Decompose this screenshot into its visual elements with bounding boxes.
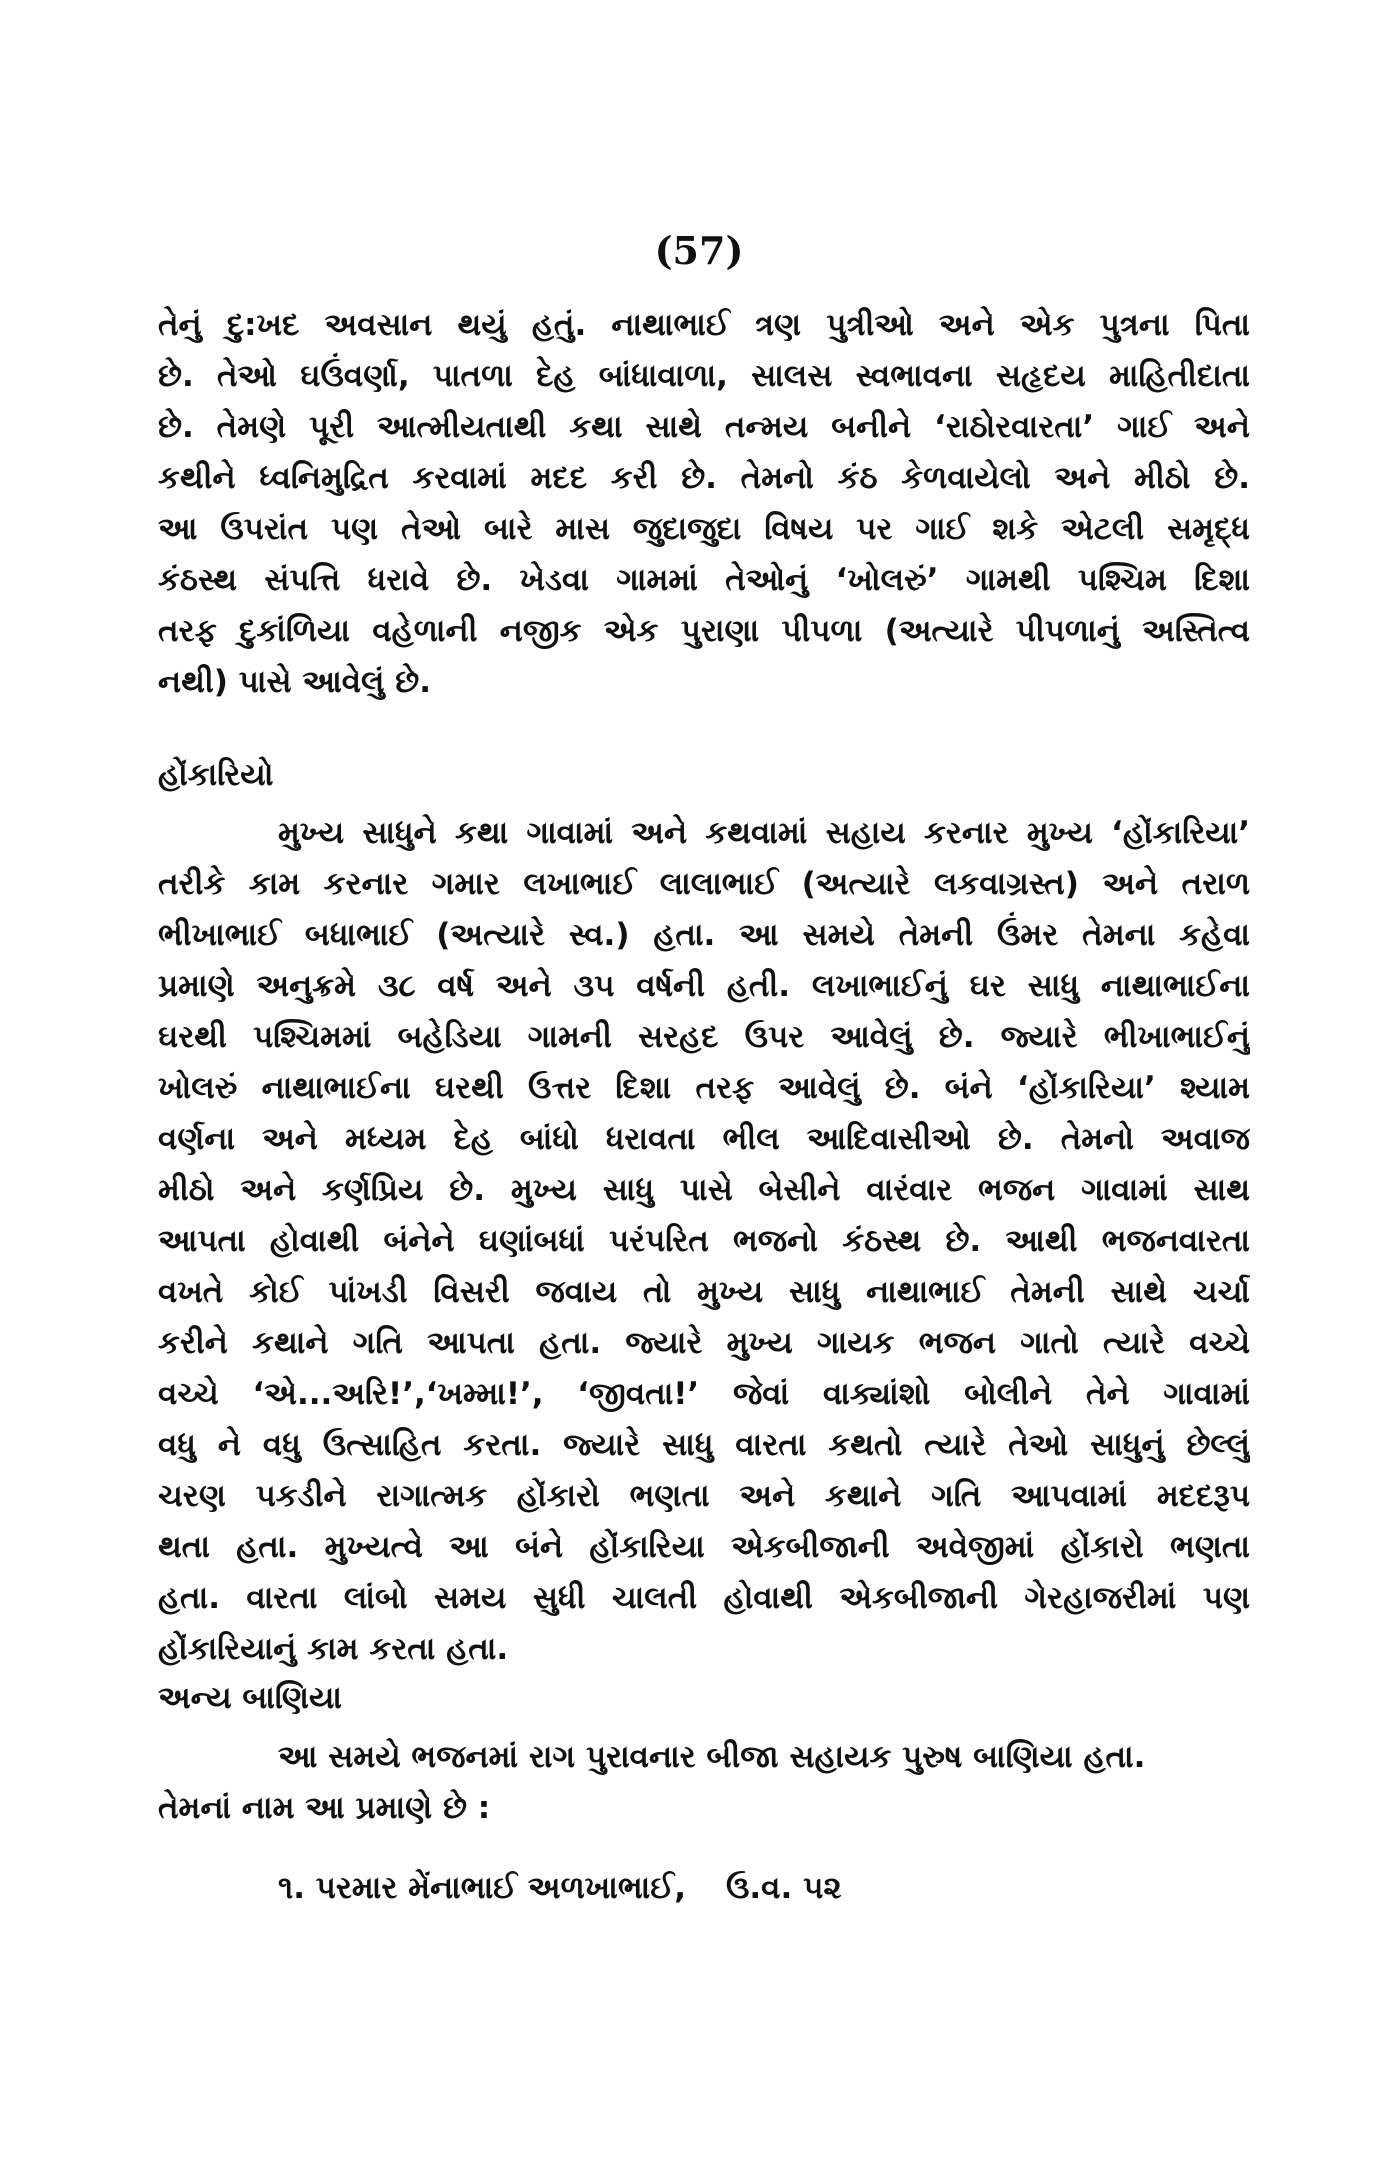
list-item (158, 1858, 1370, 1918)
text-line: હોંકારિયાનું કામ કરતા હતા. (158, 1631, 509, 1667)
list-item-age: ઉ.વ. ૫૨ (725, 1870, 842, 1906)
text-line: મીઠો અને કર્ણપ્રિય છે. મુખ્ય સાધુ પાસે બેસીને વારંવાર ભજન ગાવામાં સાથ (158, 1172, 1250, 1208)
text-line: છે. તેઓ ઘઉંવર્ણા, પાતળા દેહ બાંધાવાળા, સાલસ સ્વભાવના સહૃદય માહિતીદાતા (158, 358, 1250, 394)
text-line: વધુ ને વધુ ઉત્સાહિત કરતા. જ્યારે સાધુ વારતા કથતો ત્યારે તેઓ સાધુનું છેલ્લું (158, 1427, 1250, 1463)
page-number: (57) (654, 228, 744, 273)
section-heading-anya-baniya: અન્ય બાણિયા (158, 1680, 342, 1716)
text-line: વર્ણના અને મધ્યમ દેહ બાંધો ધરાવતા ભીલ આદિવાસીઓ છે. તેમનો અવાજ (158, 1121, 1250, 1157)
text-line: થતા હતા. મુખ્યત્વે આ બંને હોંકારિયા એકબીજાની અવેજીમાં હોંકારો ભણતા (158, 1529, 1250, 1565)
text-line: વખતે કોઈ પાંખડી વિસરી જવાય તો મુખ્ય સાધુ નાથાભાઈ તેમની સાથે ચર્ચા (158, 1274, 1250, 1310)
text-line: પ્રમાણે અનુક્રમે ૩૮ વર્ષ અને ૩૫ વર્ષની હતી. લખાભાઈનું ઘર સાધુ નાથાભાઈના (158, 968, 1250, 1004)
list-item-name: ૧. પરમાર મેંનાભાઈ અળખાભાઈ, (278, 1870, 686, 1906)
text-line: કથીને ધ્વનિમુદ્રિત કરવામાં મદદ કરી છે. તેમનો કંઠ કેળવાયેલો અને મીઠો છે. (158, 460, 1250, 496)
paragraph-other-singers (158, 1732, 1250, 1834)
paragraph-honkariya (158, 808, 1250, 1675)
text-line: હતા. વારતા લાંબો સમય સુધી ચાલતી હોવાથી એકબીજાની ગેરહાજરીમાં પણ (158, 1580, 1250, 1616)
text-line: કરીને કથાને ગતિ આપતા હતા. જ્યારે મુખ્ય ગાયક ભજન ગાતો ત્યારે વચ્ચે (158, 1325, 1250, 1361)
text-line: તેમનાં નામ આ પ્રમાણે છે : (158, 1790, 491, 1826)
text-line: વચ્ચે ‘એ...અરિ!’,‘ખમ્મા!’, ‘જીવતા!’ જેવાં વાક્યાંશો બોલીને તેને ગાવામાં (158, 1376, 1250, 1412)
text-line: આ ઉપરાંત પણ તેઓ બારે માસ જુદાજુદા વિષય પર ગાઈ શકે એટલી સમૃદ્ધ (158, 511, 1250, 547)
text-line: છે. તેમણે પૂરી આત્મીયતાથી કથા સાથે તન્મય બનીને ‘રાઠોરવારતા’ ગાઈ અને (158, 409, 1250, 445)
section-heading-honkariyo: હોંકારિયો (158, 757, 274, 793)
text-line: આપતા હોવાથી બંનેને ઘણાંબધાં પરંપરિત ભજનો કંઠસ્થ છે. આથી ભજનવારતા (158, 1223, 1250, 1259)
text-line: આ સમયે ભજનમાં રાગ પુરાવનાર બીજા સહાયક પુરુષ બાણિયા હતા. (278, 1739, 1146, 1775)
text-line: કંઠસ્થ સંપત્તિ ધરાવે છે. ખેડવા ગામમાં તેઓનું ‘ખોલરું’ ગામથી પશ્ચિમ દિશા (158, 562, 1250, 598)
text-line: ચરણ પકડીને રાગાત્મક હોંકારો ભણતા અને કથાને ગતિ આપવામાં મદદરૂપ (158, 1478, 1250, 1514)
text-line: મુખ્ય સાધુને કથા ગાવામાં અને કથવામાં સહાય કરનાર મુખ્ય ‘હોંકારિયા’ (278, 815, 1250, 851)
paragraph-informant-bio (158, 300, 1250, 708)
text-line: નથી) પાસે આવેલું છે. (158, 664, 432, 700)
text-line: ઘરથી પશ્ચિમમાં બહેડિયા ગામની સરહદ ઉપર આવેલું છે. જ્યારે ભીખાભાઈનું (158, 1019, 1250, 1055)
text-line: ભીખાભાઈ બધાભાઈ (અત્યારે સ્વ.) હતા. આ સમયે તેમની ઉંમર તેમના કહેવા (158, 917, 1250, 953)
text-line: તરીકે કામ કરનાર ગમાર લખાભાઈ લાલાભાઈ (અત્યારે લકવાગ્રસ્ત) અને તરાળ (158, 866, 1250, 902)
text-line: તેનું દુ:ખદ અવસાન થયું હતું. નાથાભાઈ ત્રણ પુત્રીઓ અને એક પુત્રના પિતા (158, 307, 1250, 343)
text-line: ખોલરું નાથાભાઈના ઘરથી ઉત્તર દિશા તરફ આવેલું છે. બંને ‘હોંકારિયા’ શ્યામ (158, 1070, 1250, 1106)
text-line: તરફ દુકાંળિયા વહેળાની નજીક એક પુરાણા પીપળા (અત્યારે પીપળાનું અસ્તિત્વ (158, 613, 1250, 649)
